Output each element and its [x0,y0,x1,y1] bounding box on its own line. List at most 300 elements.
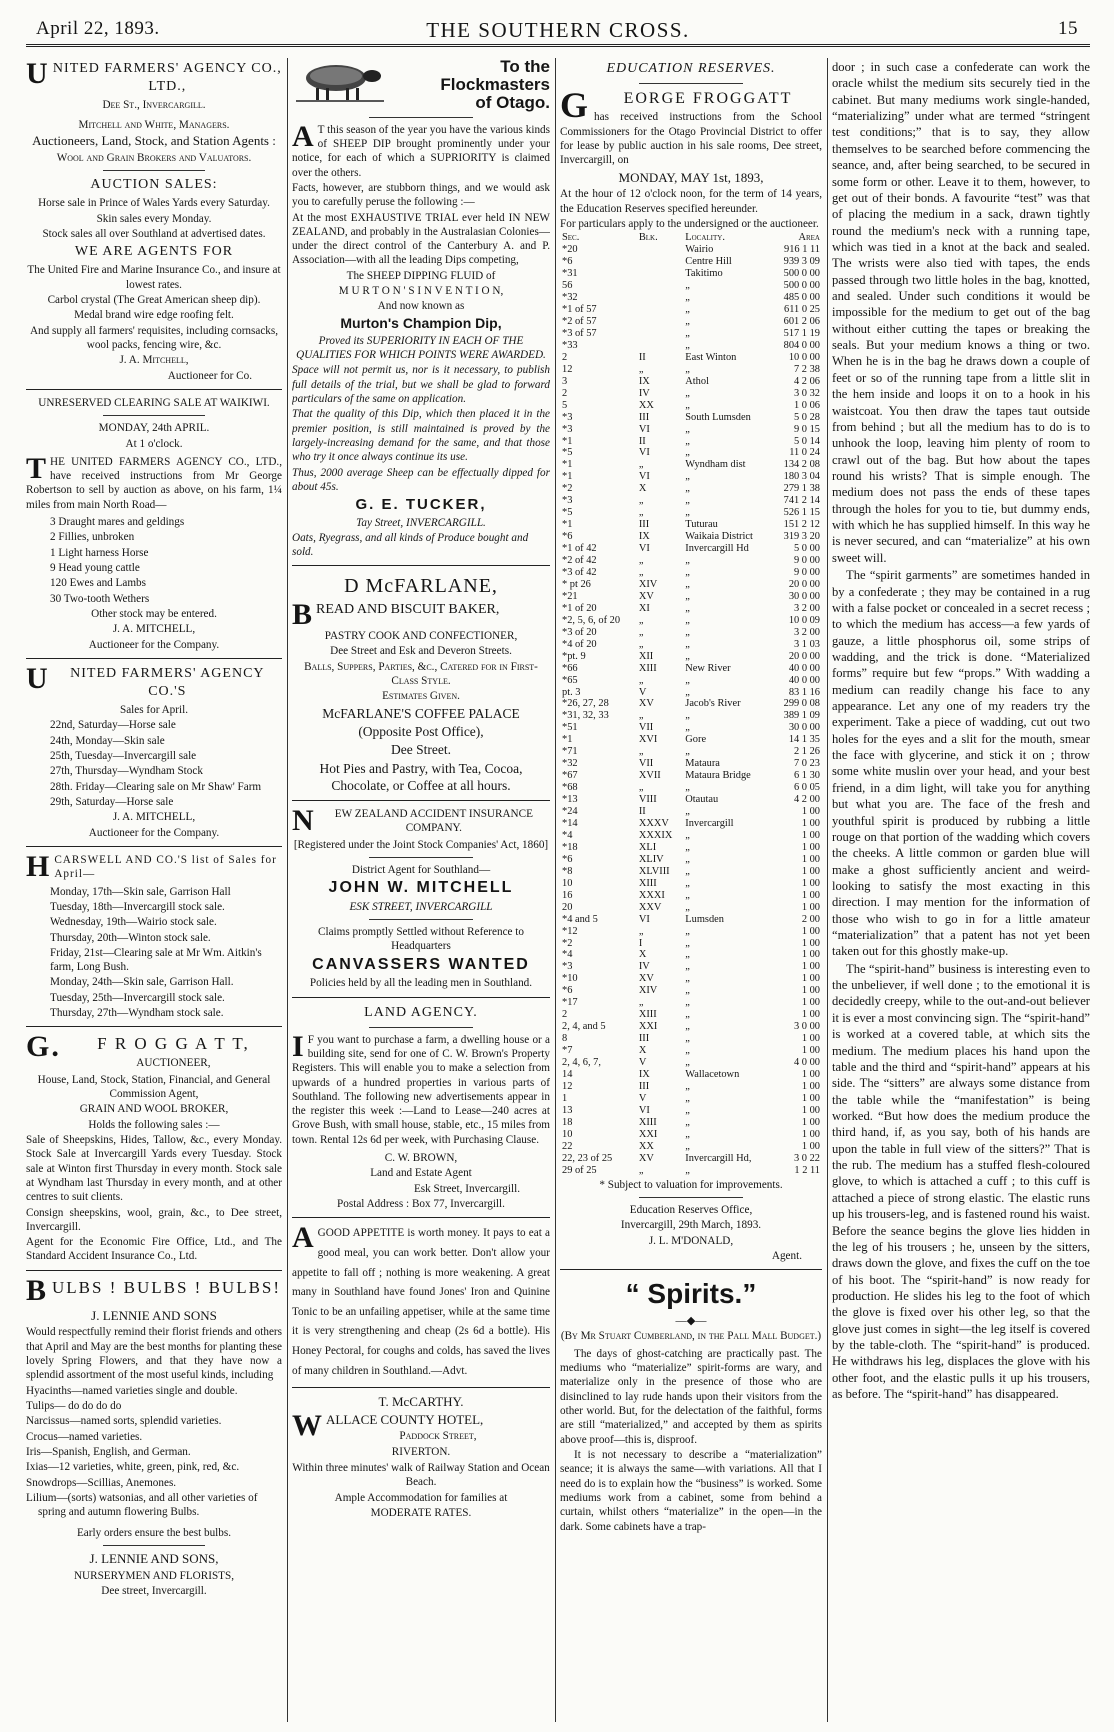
table-cell: 6 0 05 [794,782,820,794]
ad-line: McFARLANE'S COFFEE PALACE [322,705,520,721]
table-cell: 10 [562,877,573,889]
drop-cap: I [292,1029,304,1063]
table-cell: 1 00 [801,865,820,877]
ad-line: (Opposite Post Office), [358,723,484,739]
list-item: Lilium—(sorts) watsonias, and all other varieties of spring and autumn flowering Bulbs. [26,1492,258,1519]
firm-name: D McFARLANE, [344,575,498,598]
table-cell: XLVIII [638,865,670,877]
table-cell: *4 of 20 [562,638,597,650]
table-cell: 29 of 25 [562,1164,597,1176]
table-cell: *20 [562,244,578,256]
table-cell: East Winton [685,351,737,363]
table-cell: 500 0 00 [783,268,820,280]
table-cell: *2 of 42 [562,555,597,567]
table-cell: 10 0 09 [788,614,820,626]
table-row [560,328,822,340]
table-row [560,603,822,615]
ad-body: F you want to purchase a farm, a dwelling house or a building site, send for one of C. W. Brown's Property Registers. This will enable you to make a selection from upwards of a hundred properties in various parts of Southland. The following new advertisements appear in the register this week :—Land to Lease—240 acres at Grove Bush, with small house, stable, etc., 15 miles from town. Rental 12s 6d per week, with Purchasing Clause. [292,1033,550,1146]
ad-line: Claims promptly Settled without Reference to Headquarters [318,926,524,953]
section-heading: AUCTION SALES: [90,177,218,193]
signature: Auctioneer for the Company. [88,826,220,839]
ad-line: Holds the following sales :— [88,1118,220,1131]
table-cell: 18 [562,1116,573,1128]
ad-title: UNRESERVED CLEARING SALE AT WAIKIWI. [38,396,270,409]
table-cell: 1 00 [801,901,820,913]
table-cell: XV [638,1152,654,1164]
table-cell: VI [638,1104,650,1116]
table-cell: 40 0 00 [788,674,820,686]
table-cell: *66 [562,662,578,674]
table-cell: VI [638,543,650,555]
table-cell: *71 [562,746,578,758]
table-cell: 22, 23 of 25 [562,1152,613,1164]
table-cell: *3 [562,411,573,423]
table-cell: XLIV [638,853,664,865]
table-cell: „ [685,423,690,435]
ad-body: Thus, 2000 average Sheep can be effectually dipped for about 45s. [292,466,550,493]
table-cell: „ [638,997,644,1009]
ad-line: Ample Accommodation for families at [334,1491,508,1504]
table-cell: Invercargill Hd, [685,1152,752,1164]
table-cell: Gore [685,734,707,746]
table-cell: „ [685,1045,690,1057]
list-item: Iris—Spanish, English, and German. [26,1446,191,1459]
table-row [560,1153,822,1165]
table-cell: 10 0 00 [788,351,820,363]
table-row [560,866,822,878]
signature: J. LENNIE AND SONS, [89,1551,219,1567]
table-cell: *10 [562,973,578,985]
table-cell: „ [685,949,690,961]
table-row [560,710,822,722]
table-cell: Jacob's River [685,698,741,710]
table-cell: „ [685,1092,690,1104]
table-cell: 20 0 00 [788,650,820,662]
ad-line: The United Fire and Marine Insurance Co., and insure at lowest rates. [27,264,281,291]
table-cell: „ [685,435,690,447]
table-cell: *65 [562,674,578,686]
table-cell: XIII [638,662,657,674]
table-row [560,1021,822,1033]
table-cell: *3 of 57 [562,327,597,339]
table-cell: XX [638,399,654,411]
table-row [560,651,822,663]
ad-united-farmers [26,60,282,383]
table-cell: 83 1 16 [788,686,820,698]
ad-line: Policies held by all the leading men in Southland. [309,977,533,990]
table-cell: 1 00 [801,889,820,901]
table-cell: *1 of 42 [562,543,597,555]
firm-name: G. E. TUCKER, [355,496,487,514]
table-cell: 804 0 00 [783,339,820,351]
table-row [560,830,822,842]
table-cell: 3 1 03 [794,638,820,650]
table-cell: 1 00 [801,1033,820,1045]
table-cell: 5 0 14 [794,435,820,447]
ad-subtitle: AUCTIONEER, [136,1057,211,1070]
column-1 [26,58,282,1722]
table-cell: II [638,351,646,363]
table-row [560,555,822,567]
ad-line: PASTRY COOK AND CONFECTIONER, [324,630,518,643]
ad-address: Paddock Street, [399,1430,477,1443]
table-cell: 3 [562,375,568,387]
signature: Auctioneer for Co. [167,369,252,382]
table-cell: IV [638,961,650,973]
article-spirits [560,1276,822,1534]
ad-body: Consign sheepskins, wool, grain, &c., to Dee street, Invercargill. [26,1206,282,1233]
table-row [560,292,822,304]
drop-cap: H [26,849,51,883]
table-cell: „ [685,925,690,937]
table-cell: „ [685,363,690,375]
table-cell: Waikaia District [685,531,753,543]
table-cell: 10 [562,1128,573,1140]
table-cell: 1 00 [801,925,820,937]
table-cell: IX [638,531,650,543]
table-cell: 1 00 [801,841,820,853]
table-cell: *18 [562,841,578,853]
ad-line: GRAIN AND WOOL BROKER, [79,1103,229,1116]
table-row [560,471,822,483]
table-cell [637,244,683,256]
ad-body: At the most EXHAUSTIVE TRIAL ever held IN NEW ZEALAND, and probably in the Australasian Colonies—under the direct control of the Canterbury A. and P. Association—with all the leading Dips competing, [292,211,550,267]
table-cell: XX [638,1140,654,1152]
table-row [560,412,822,424]
table-cell: „ [685,1116,690,1128]
table-cell: „ [685,853,690,865]
table-row [560,1117,822,1129]
page-number: 15 [1058,18,1078,39]
table-cell: „ [685,1104,690,1116]
table-row [560,806,822,818]
table-cell: *1 [562,435,573,447]
table-cell: XXXIX [638,829,673,841]
table-cell: „ [685,1057,690,1069]
table-cell: 1 0 06 [794,399,820,411]
table-cell: 1 00 [801,1009,820,1021]
list-item: Monday, 17th—Skin sale, Garrison Hall [50,885,231,898]
table-row [560,698,822,710]
drop-cap: G [560,84,591,125]
ad-line: [Registered under the Joint Stock Companies' Act, 1860] [293,838,549,851]
table-cell: IX [638,1069,650,1081]
list-item: Narcissus—named sorts, splendid varieties. [26,1415,222,1428]
table-cell: Takitimo [685,268,723,280]
table-cell: Wyndham dist [685,459,746,471]
ad-address: Tay Street, INVERCARGILL. [356,516,486,529]
table-cell: Centre Hill [685,256,732,268]
column-rule [287,58,288,1722]
table-cell: „ [685,746,690,758]
table-cell: VI [638,423,650,435]
table-row [560,424,822,436]
reserves-table [560,232,822,1176]
ad-sheep-dip [292,58,550,559]
ad-body: GOOD APPETITE is worth money. It pays to eat a good meal, you can work better. Don't allow your appetite to fall off ; nothing is more weakening. A great many in Southland have found Jones' Iron and Quinine Tonic to be an unfailing appetiser, while at the same time it is very strengthening and cheap (2s 6d a bottle). His Honey Pectoral, for coughs and colds, has saved the lives of many children in Southland.—Advt. [292,1227,550,1377]
list-item: Thursday, 27th—Wyndham stock sale. [50,1007,224,1020]
table-row [560,734,822,746]
ad-title: CARSWELL AND CO.'S list of Sales for April— [54,853,277,881]
signature: Invercargill, 29th March, 1893. [620,1219,762,1232]
table-cell: *32 [562,758,578,770]
table-cell: „ [685,304,690,316]
ad-line: Stock sales all over Southland at advertised dates. [42,227,266,240]
table-cell [637,328,683,340]
column-header: Sec. [562,232,580,244]
ad-education-reserves [560,60,822,1263]
table-cell: 2, 4, and 5 [562,1021,606,1033]
table-row [560,627,822,639]
table-cell: VI [638,913,650,925]
ad-carswell [26,849,282,1021]
list-item: 28th. Friday—Clearing sale on Mr Shaw' Farm [50,780,262,793]
table-row [560,256,822,268]
table-cell: 56 [562,280,573,292]
list-item: 22nd, Saturday—Horse sale [50,719,176,732]
stock-list [26,515,282,606]
auctioneer-name: EORGE FROGGATT [623,89,793,107]
table-cell: 2 [562,1009,568,1021]
table-row [560,985,822,997]
signature: Auctioneer for the Company. [88,638,220,651]
ad-froggatt-auctioneer [26,1030,282,1263]
table-cell: V [638,1092,647,1104]
table-cell: „ [685,722,690,734]
table-cell: 3 2 00 [794,626,820,638]
list-item: Tuesday, 18th—Invercargill stock sale. [50,900,225,913]
table-cell: „ [685,614,690,626]
ad-headline: CANVASSERS WANTED [312,955,530,973]
table-cell: XXI [638,1021,658,1033]
table-cell: * pt 26 [562,578,591,590]
table-cell: 6 1 30 [794,770,820,782]
table-cell: 12 [562,1080,573,1092]
table-row [560,663,822,675]
ad-line: And now known as [377,300,465,313]
table-cell [637,292,683,304]
table-cell: *7 [562,1045,573,1057]
table-cell: 8 [562,1033,568,1045]
list-item: 3 Draught mares and geldings [50,516,185,529]
table-cell: „ [638,495,644,507]
ad-body: For particulars apply to the undersigned or the auctioneer. [560,217,819,230]
table-row [560,926,822,938]
ad-subtitle: Sales for April. [119,703,189,716]
table-cell: pt. 3 [562,686,581,698]
newspaper-title: THE SOUTHERN CROSS. [426,18,690,42]
table-cell: 2 1 26 [794,746,820,758]
table-row [560,579,822,591]
ad-title: Flockmasters [440,74,550,94]
signature: Postal Address : Box 77, Invercargill. [337,1198,505,1211]
table-cell [637,280,683,292]
table-cell: XIII [638,1009,657,1021]
table-cell: XXXI [638,889,665,901]
ad-title: ULBS ! BULBS ! BULBS! [52,1277,282,1297]
ad-body: Agent for the Economic Fire Office, Ltd., and The Standard Accident Insurance Co., Ltd. [26,1236,282,1263]
table-row [560,459,822,471]
table-row [560,543,822,555]
table-cell: IV [638,387,650,399]
table-cell: *13 [562,794,578,806]
table-cell: *31 [562,268,578,280]
table-cell: III [638,1033,650,1045]
table-cell: XVI [638,734,658,746]
ad-line: House, Land, Stock, Station, Financial, and General Commission Agent, [37,1073,271,1100]
table-cell: Wallacetown [685,1069,740,1081]
table-cell: XV [638,698,654,710]
table-row [560,1009,822,1021]
table-cell: *3 of 20 [562,626,597,638]
table-cell: 517 1 19 [783,327,820,339]
table-cell: „ [638,782,644,794]
table-cell: „ [638,566,644,578]
table-row [560,1033,822,1045]
table-cell: „ [638,507,644,519]
table-row [560,316,822,328]
table-row [560,639,822,651]
table-row [560,1165,822,1177]
table-cell: 151 2 12 [783,519,820,531]
list-item: Snowdrops—Scillias, Anemones. [26,1476,177,1489]
ad-line: Medal brand wire edge roofing felt. [74,309,234,322]
header-rule [26,44,1090,47]
table-cell: 30 0 00 [788,590,820,602]
table-cell [637,256,683,268]
signature: Agent. [771,1249,802,1262]
table-cell: „ [638,746,644,758]
ad-title: of Otago. [475,92,550,112]
table-cell: XVII [638,770,661,782]
table-cell: *2, 5, 6, of 20 [562,614,621,626]
table-cell: *1 [562,471,573,483]
signature: Esk Street, Invercargill. [413,1182,520,1195]
table-row [560,364,822,376]
table-cell: XII [638,650,654,662]
table-cell: „ [685,483,690,495]
ad-line: District Agent for Southland— [351,864,491,877]
table-cell: 1 00 [801,937,820,949]
table-cell: 13 [562,1104,573,1116]
list-item: Crocus—named varieties. [26,1430,143,1443]
page-columns [26,58,1090,1722]
table-cell: XXXV [638,818,669,829]
table-row [560,914,822,926]
table-cell: „ [685,841,690,853]
list-item: 2 Fillies, unbroken [50,531,135,544]
table-cell: 4 0 00 [794,1057,820,1069]
signature: Education Reserves Office, [629,1203,753,1216]
table-cell: „ [685,710,690,722]
table-cell: V [638,686,647,698]
table-cell: *8 [562,865,573,877]
table-cell: 1 00 [801,877,820,889]
table-cell: „ [685,315,690,327]
table-cell: „ [685,507,690,519]
auction-date: MONDAY, MAY 1st, 1893, [618,169,764,185]
table-cell: 526 1 15 [783,507,820,519]
table-row [560,495,822,507]
table-cell: 1 00 [801,997,820,1009]
list-item: Hyacinths—named varieties single and double. [26,1384,238,1397]
ad-body: Space will not permit us, nor is it necessary, to publish full details of the trial, but we shall be glad to forward particulars of the same on application. [292,364,550,406]
drop-cap: U [26,662,49,696]
table-cell: „ [685,555,690,567]
table-cell: 22 [562,1140,573,1152]
table-cell: 601 2 06 [783,315,820,327]
table-cell: *5 [562,447,573,459]
ad-accident-insurance [292,804,550,991]
table-row [560,376,822,388]
ad-title: LAND AGENCY. [364,1004,478,1020]
table-cell: *6 [562,256,573,268]
ad-body: HE UNITED FARMERS AGENCY CO., LTD., have received instructions from Mr George Robertson to sell by auction as above, on his farm, 1¼ miles from main North Road— [26,455,282,511]
table-cell: II [638,806,646,818]
table-cell: 9 0 00 [794,566,820,578]
article-paragraph: It is not necessary to describe a “materialization” seance; it is always the same—with variations. All that I need do is to explain how the “business” is worked. Some mediums work from a cabinet, some from behind a curtain, whilst others “materialize” in the open—in the dark. Some cabinets have a trap- [560,1449,822,1533]
table-cell: *3 of 42 [562,566,597,578]
table-header-row [560,232,822,244]
table-cell: 134 2 08 [783,459,820,471]
table-cell: „ [638,614,644,626]
list-item: Thursday, 20th—Winton stock sale. [50,931,211,944]
table-cell: „ [685,937,690,949]
table-row [560,519,822,531]
table-cell: „ [685,292,690,304]
table-cell: 3 0 32 [794,387,820,399]
table-cell: XI [638,602,650,614]
table-cell: VII [638,758,654,770]
table-row [560,1105,822,1117]
table-cell: XLI [638,841,657,853]
drop-cap: A [292,1221,314,1255]
ad-body: At the hour of 12 o'clock noon, for the term of 14 years, the Education Reserves specified hereunder. [560,188,822,215]
table-cell: „ [638,1164,644,1176]
table-cell: Mataura Bridge [685,770,751,782]
table-cell: „ [638,674,644,686]
ad-land-agency [292,1004,550,1212]
signature: J. A. Mitchell, [119,354,189,367]
table-cell: IX [638,375,650,387]
table-cell: *6 [562,531,573,543]
table-cell: „ [638,363,644,375]
ad-line: Carbol crystal (The Great American sheep dip). [47,293,261,306]
ad-body: has received instructions from the School Commissioners for the Otago Provincial District to offer for lease by public auction in his sale rooms, Dee street, Invercargill, on [560,111,822,167]
ad-title: NITED FARMERS' AGENCY CO.'S [70,666,265,699]
table-cell: 4 2 00 [794,794,820,806]
table-cell: „ [638,710,644,722]
table-cell: *1 [562,459,573,471]
table-row [560,615,822,627]
table-row [560,854,822,866]
ad-address: ESK STREET, INVERCARGILL [349,900,493,913]
table-row [560,770,822,782]
ad-line: Proved its SUPERIORITY IN EACH OF THE QUALITIES FOR WHICH POINTS WERE AWARDED. [296,334,546,362]
ad-line: Auctioneers, Land, Stock, and Station Agents : [32,133,276,149]
ad-address: RIVERTON. [391,1445,451,1458]
table-cell: 389 1 09 [783,710,820,722]
table-cell: 7 0 23 [794,758,820,770]
table-cell: 3 0 22 [794,1152,820,1164]
table-cell: 9 0 15 [794,423,820,435]
table-cell: 1 00 [801,1128,820,1140]
table-row [560,890,822,902]
table-row [560,878,822,890]
ad-managers: Mitchell and White, Managers. [78,119,230,132]
table-cell: 16 [562,889,573,901]
table-cell: „ [685,638,690,650]
